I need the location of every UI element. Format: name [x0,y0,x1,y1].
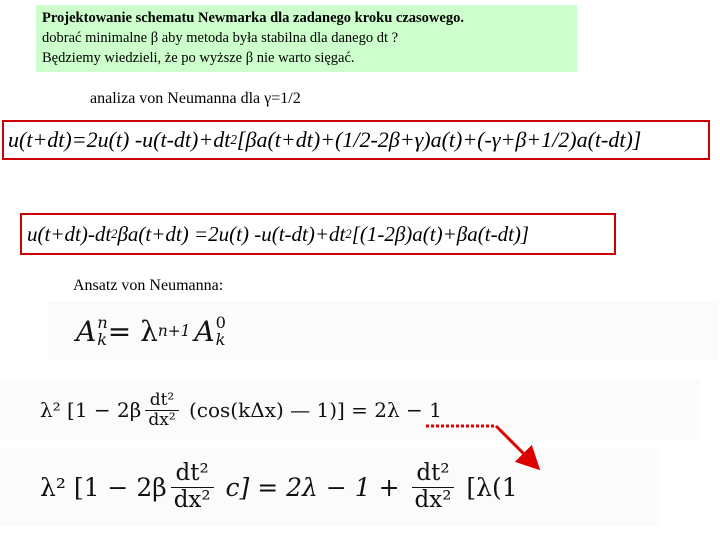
formula2-pre: λ² [1 − 2β [40,398,142,422]
formula1-lhs-indices [97,314,107,348]
formula3-fraction [171,461,214,513]
equation-1-part-a: u(t+dt)=2u(t) -u(t-dt)+dt [8,127,231,152]
formula3-frac-num: dt² [175,460,209,487]
formula1-lhs: A [76,314,97,348]
analysis-label: analiza von Neumanna dla γ=1/2 [90,90,301,107]
formula2-frac-num: dt² [149,389,175,410]
formula3-pre: λ² [1 − 2β [40,472,167,502]
header-line3: Będziemy wiedzieli, że po wyższe β nie warto sięgać. [42,50,355,66]
formula1-lam-sup: n+1 [157,322,191,340]
formula2-mid: (cos(kΔx) — 1)] = 2λ − 1 [182,398,442,422]
formula3-frac-den: dx² [171,487,214,513]
equation-2-part-a: u(t+dt)-dt [27,221,112,246]
equation-2-box [20,213,616,255]
formula1-eq: = λ [107,314,158,348]
header-line2: dobrać minimalne β aby metoda była stabilna dla danego dt ? [42,30,399,46]
header-box [36,5,577,72]
header-title: Projektowanie schematu Newmarka dla zadanego kroku czasowego. [42,10,464,26]
formula3-mid: c] = 2λ − 1 + [217,472,408,502]
simplified-formula [0,448,660,526]
ansatz-formula [48,302,718,360]
formula2-fraction [145,391,178,429]
equation-2-part-b: βa(t+dt) =2u(t) -u(t-dt)+dt [117,221,346,246]
equation-2-exp-a: 2 [111,226,118,241]
formula1-rhs: A [194,314,215,348]
equation-2-part-c: [(1-2β)a(t)+βa(t-dt)] [351,221,530,246]
formula1-rhs-sub: k [215,330,226,349]
formula3-frac2-num: dt² [416,460,450,487]
formula1-lhs-sub: k [97,330,108,349]
formula3-post: [λ(1 [458,472,518,502]
formula1-lhs-sup: n [97,312,108,332]
formula1-rhs-sup: 0 [215,312,226,332]
equation-2-exp-b: 2 [345,226,352,241]
formula1-rhs-indices [216,314,226,348]
ansatz-label: Ansatz von Neumanna: [73,277,224,294]
dispersion-formula [0,380,700,440]
formula2-frac-den: dx² [145,410,178,430]
equation-1-part-b: [βa(t+dt)+(1/2-2β+γ)a(t)+(-γ+β+1/2)a(t-dt)] [236,127,642,152]
equation-1-box [2,120,710,160]
equation-1-exp: 2 [230,132,237,147]
formula3-frac2-den: dx² [412,487,455,513]
formula3-fraction-2 [412,461,455,513]
